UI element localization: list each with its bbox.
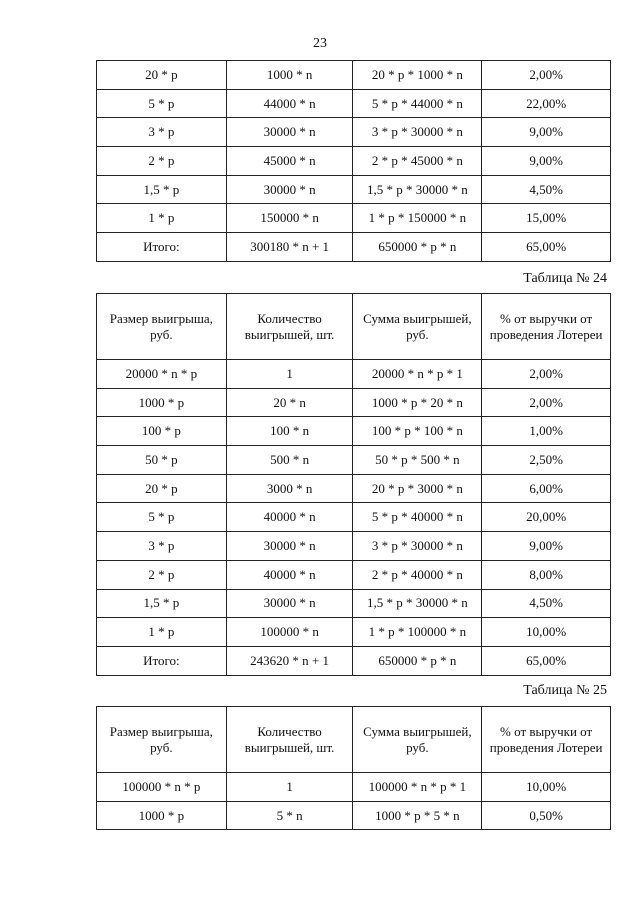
header-prize-sum: Сумма выигрышей, руб. — [353, 294, 482, 360]
table-row — [97, 503, 611, 532]
table-cell: 3 * p * 30000 * n — [353, 532, 482, 561]
table-cell: 2 * p — [97, 560, 227, 589]
table-row — [97, 474, 611, 503]
table-cell: 100 * p — [97, 417, 227, 446]
table-cell: 30000 * n — [226, 589, 353, 618]
table-row — [97, 118, 611, 147]
table-cell: 1000 * p * 5 * n — [353, 801, 482, 830]
header-prize-size: Размер выигрыша, руб. — [97, 294, 227, 360]
table-cell: 45000 * n — [226, 147, 353, 176]
table-cell: 50 * p * 500 * n — [353, 446, 482, 475]
table-cell: 4,50% — [482, 589, 611, 618]
table-cell: 20000 * n * p — [97, 360, 227, 389]
table-cell: 100 * n — [226, 417, 353, 446]
table-cell: 20 * p — [97, 474, 227, 503]
table-cell: 3000 * n — [226, 474, 353, 503]
table-cell: 1000 * p * 20 * n — [353, 388, 482, 417]
table-cell: 5 * p * 44000 * n — [353, 89, 482, 118]
table-cell: 30000 * n — [226, 118, 353, 147]
table-cell: 3 * p — [97, 532, 227, 561]
table-cell: 9,00% — [482, 147, 611, 176]
header-prize-count: Количество выигрышей, шт. — [226, 294, 353, 360]
table-cell: 4,50% — [482, 175, 611, 204]
table-cell: 10,00% — [482, 773, 611, 802]
table-cell: 50 * p — [97, 446, 227, 475]
table-cell: 1000 * p — [97, 388, 227, 417]
table-cell: 100 * p * 100 * n — [353, 417, 482, 446]
table-cell: Итого: — [97, 646, 227, 675]
table-cell: 2 * p * 45000 * n — [353, 147, 482, 176]
table-row — [97, 560, 611, 589]
table-body — [97, 61, 611, 262]
table-cell: 500 * n — [226, 446, 353, 475]
table-row — [97, 147, 611, 176]
table-row — [97, 175, 611, 204]
table-cell: 1 * p * 150000 * n — [353, 204, 482, 233]
table-cell: 100000 * n — [226, 618, 353, 647]
table-cell: 1 * p * 100000 * n — [353, 618, 482, 647]
table-row — [97, 801, 611, 830]
table-cell: 10,00% — [482, 618, 611, 647]
table-cell: 2,00% — [482, 388, 611, 417]
header-revenue-percent: % от выручки от проведения Лотереи — [482, 294, 611, 360]
table-row — [97, 360, 611, 389]
table-row — [97, 417, 611, 446]
table-cell: 2 * p * 40000 * n — [353, 560, 482, 589]
table-cell: 20 * p * 3000 * n — [353, 474, 482, 503]
table-cell: 2,00% — [482, 61, 611, 90]
table-cell: 6,00% — [482, 474, 611, 503]
table-cell: 1 — [226, 360, 353, 389]
table-cell: 1,5 * p * 30000 * n — [353, 175, 482, 204]
prize-table-25 — [96, 706, 611, 830]
table-row — [97, 89, 611, 118]
table-cell: 2,50% — [482, 446, 611, 475]
table-cell: 0,50% — [482, 801, 611, 830]
table-cell: 40000 * n — [226, 560, 353, 589]
table-cell: 20 * n — [226, 388, 353, 417]
table-cell: 20 * p * 1000 * n — [353, 61, 482, 90]
table-cell: 22,00% — [482, 89, 611, 118]
table-cell: 1,5 * p * 30000 * n — [353, 589, 482, 618]
table-header-row — [97, 707, 611, 773]
table-cell: 300180 * n + 1 — [226, 233, 353, 262]
table-row — [97, 204, 611, 233]
table-row — [97, 532, 611, 561]
table-cell: 65,00% — [482, 233, 611, 262]
table-cell: 243620 * n + 1 — [226, 646, 353, 675]
table-cell: 44000 * n — [226, 89, 353, 118]
table-25-caption: Таблица № 25 — [523, 683, 607, 698]
table-cell: 1 * p — [97, 204, 227, 233]
table-header-row — [97, 294, 611, 360]
table-cell: 1000 * n — [226, 61, 353, 90]
table-cell: 5 * p * 40000 * n — [353, 503, 482, 532]
table-cell: 1 — [226, 773, 353, 802]
table-cell: 5 * n — [226, 801, 353, 830]
table-cell: 1 * p — [97, 618, 227, 647]
table-cell: 30000 * n — [226, 532, 353, 561]
header-prize-count: Количество выигрышей, шт. — [226, 707, 353, 773]
table-cell: 1,5 * p — [97, 175, 227, 204]
table-cell: 150000 * n — [226, 204, 353, 233]
table-row — [97, 618, 611, 647]
table-cell: 20000 * n * p * 1 — [353, 360, 482, 389]
table-cell: 30000 * n — [226, 175, 353, 204]
table-cell: 20,00% — [482, 503, 611, 532]
table-cell: 40000 * n — [226, 503, 353, 532]
table-cell: 8,00% — [482, 560, 611, 589]
table-row — [97, 646, 611, 675]
table-cell: 15,00% — [482, 204, 611, 233]
table-cell: 1,5 * p — [97, 589, 227, 618]
table-body — [97, 773, 611, 830]
table-row — [97, 773, 611, 802]
table-cell: 650000 * p * n — [353, 233, 482, 262]
table-row — [97, 589, 611, 618]
prize-table-24 — [96, 293, 611, 676]
table-cell: 20 * p — [97, 61, 227, 90]
table-cell: 3 * p * 30000 * n — [353, 118, 482, 147]
table-body — [97, 360, 611, 676]
page-number: 23 — [313, 36, 327, 51]
table-cell: 100000 * n * p * 1 — [353, 773, 482, 802]
table-row — [97, 61, 611, 90]
table-cell: 3 * p — [97, 118, 227, 147]
table-cell: 650000 * p * n — [353, 646, 482, 675]
table-row — [97, 233, 611, 262]
header-revenue-percent: % от выручки от проведения Лотереи — [482, 707, 611, 773]
table-cell: Итого: — [97, 233, 227, 262]
table-cell: 5 * p — [97, 503, 227, 532]
table-cell: 9,00% — [482, 532, 611, 561]
table-cell: 1000 * p — [97, 801, 227, 830]
table-cell: 65,00% — [482, 646, 611, 675]
table-cell: 100000 * n * p — [97, 773, 227, 802]
header-prize-size: Размер выигрыша, руб. — [97, 707, 227, 773]
header-prize-sum: Сумма выигрышей, руб. — [353, 707, 482, 773]
table-row — [97, 446, 611, 475]
table-cell: 2 * p — [97, 147, 227, 176]
table-cell: 1,00% — [482, 417, 611, 446]
table-cell: 9,00% — [482, 118, 611, 147]
table-24-caption: Таблица № 24 — [523, 271, 607, 286]
table-cell: 5 * p — [97, 89, 227, 118]
table-cell: 2,00% — [482, 360, 611, 389]
prize-table-continued — [96, 60, 611, 262]
table-row — [97, 388, 611, 417]
